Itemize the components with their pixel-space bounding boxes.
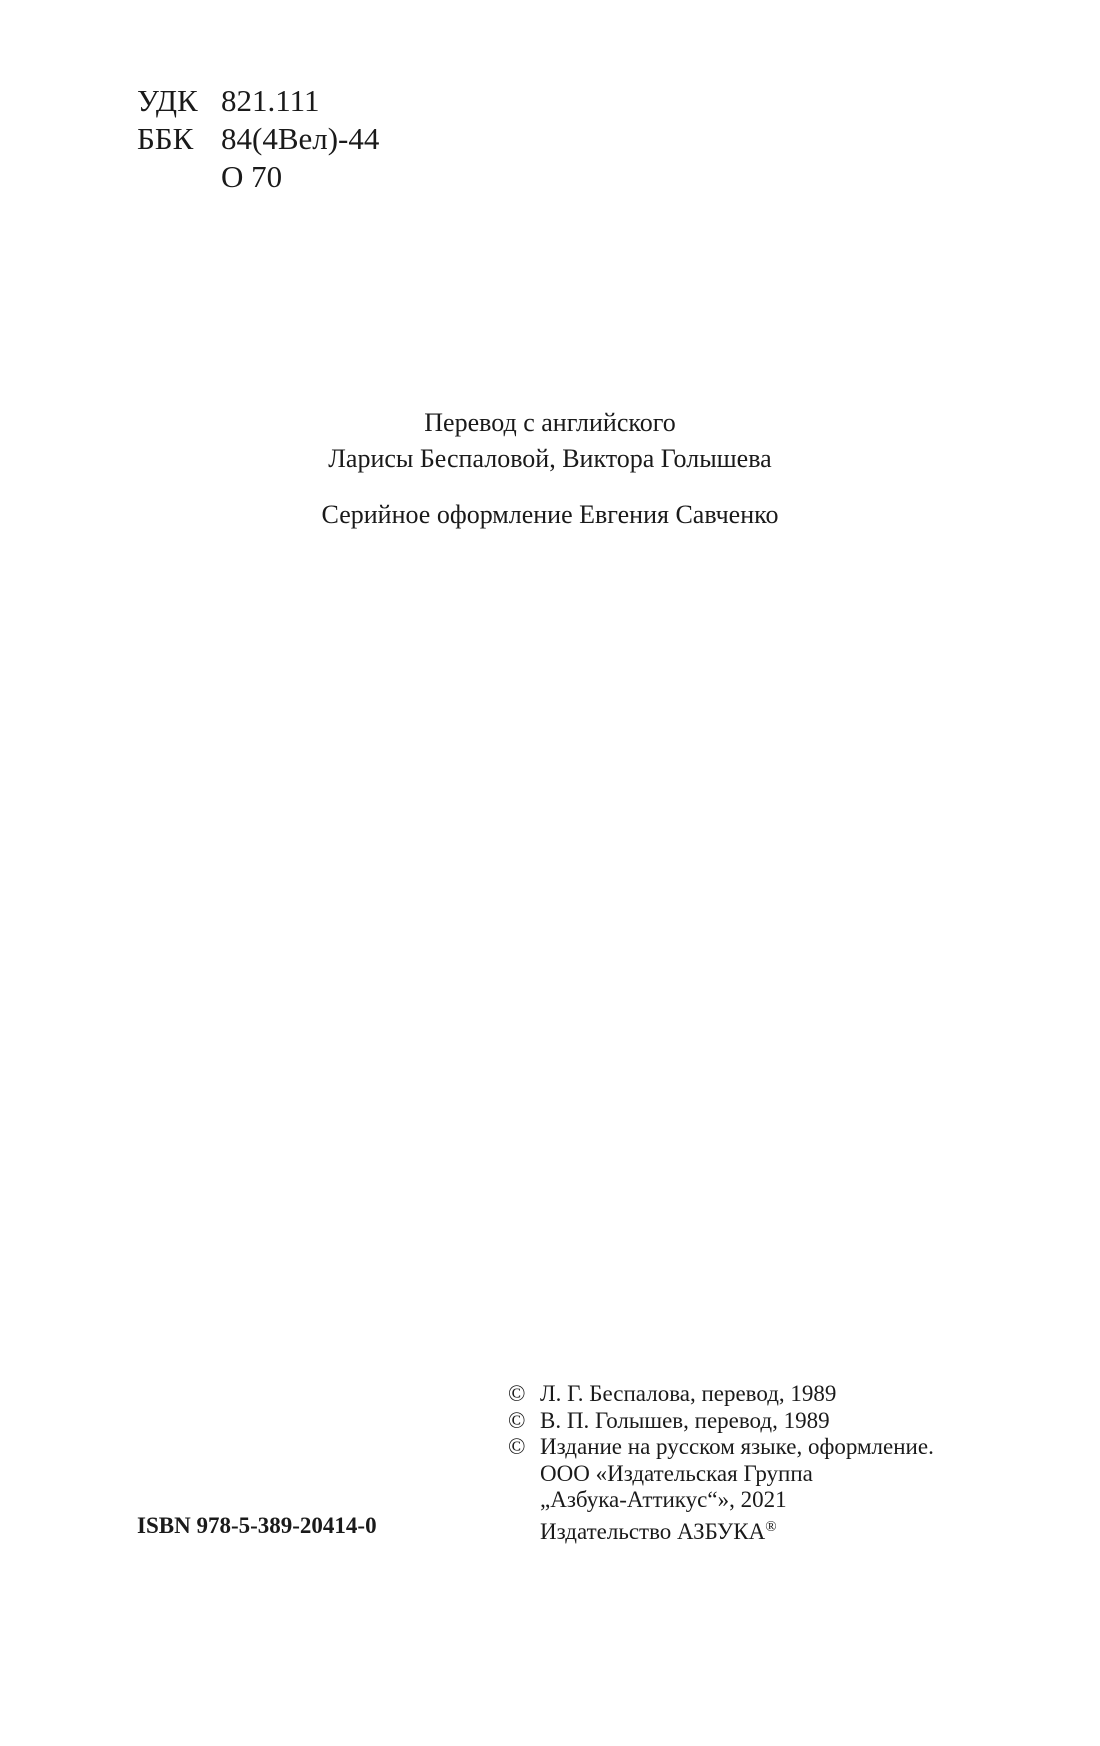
copyright-row-translator-1	[508, 1381, 934, 1408]
copyright-text: Л. Г. Беспалова, перевод, 1989	[540, 1381, 837, 1406]
copyright-symbol: ©	[508, 1381, 526, 1406]
translation-line-1: Перевод с английского	[424, 408, 676, 437]
copyright-row-publisher-2	[508, 1487, 934, 1514]
registered-mark: ®	[765, 1518, 777, 1535]
classification-block	[137, 82, 379, 196]
isbn: ISBN 978-5-389-20414-0	[137, 1513, 377, 1538]
copyright-indent	[508, 1487, 540, 1514]
copyright-text: „Азбука-Аттикус“», 2021	[540, 1487, 787, 1512]
bbk-value: 84(4Вел)-44	[221, 121, 380, 156]
series-design-credit: Серийное оформление Евгения Савченко	[321, 500, 779, 529]
copyright-symbol: ©	[508, 1434, 526, 1459]
copyright-row-translator-2	[508, 1408, 934, 1435]
udk-row	[137, 82, 379, 120]
copyright-indent	[508, 1461, 540, 1488]
copyright-symbol: ©	[508, 1407, 526, 1433]
copyright-text: В. П. Голышев, перевод, 1989	[540, 1407, 830, 1433]
copyright-row-publisher-3	[508, 1514, 934, 1546]
bbk-label: ББК	[137, 121, 194, 156]
udk-value: 821.111	[221, 83, 320, 118]
copyright-row-publisher-1	[508, 1461, 934, 1488]
translation-line-2: Ларисы Беспаловой, Виктора Голышева	[328, 444, 772, 473]
author-sign-row	[137, 158, 379, 196]
copyright-indent	[508, 1514, 540, 1546]
credits-block	[0, 405, 1100, 533]
author-sign-spacer	[137, 158, 221, 196]
author-sign: О 70	[221, 159, 283, 194]
udk-label: УДК	[137, 83, 198, 118]
copyright-text: Издание на русском языке, оформление.	[540, 1434, 934, 1459]
copyright-row-edition	[508, 1434, 934, 1461]
publisher-name: Издательство АЗБУКА	[540, 1518, 766, 1544]
copyright-text: ООО «Издательская Группа	[540, 1460, 813, 1486]
copyright-text	[540, 1514, 777, 1546]
bbk-row	[137, 120, 379, 158]
copyright-block	[508, 1381, 934, 1545]
